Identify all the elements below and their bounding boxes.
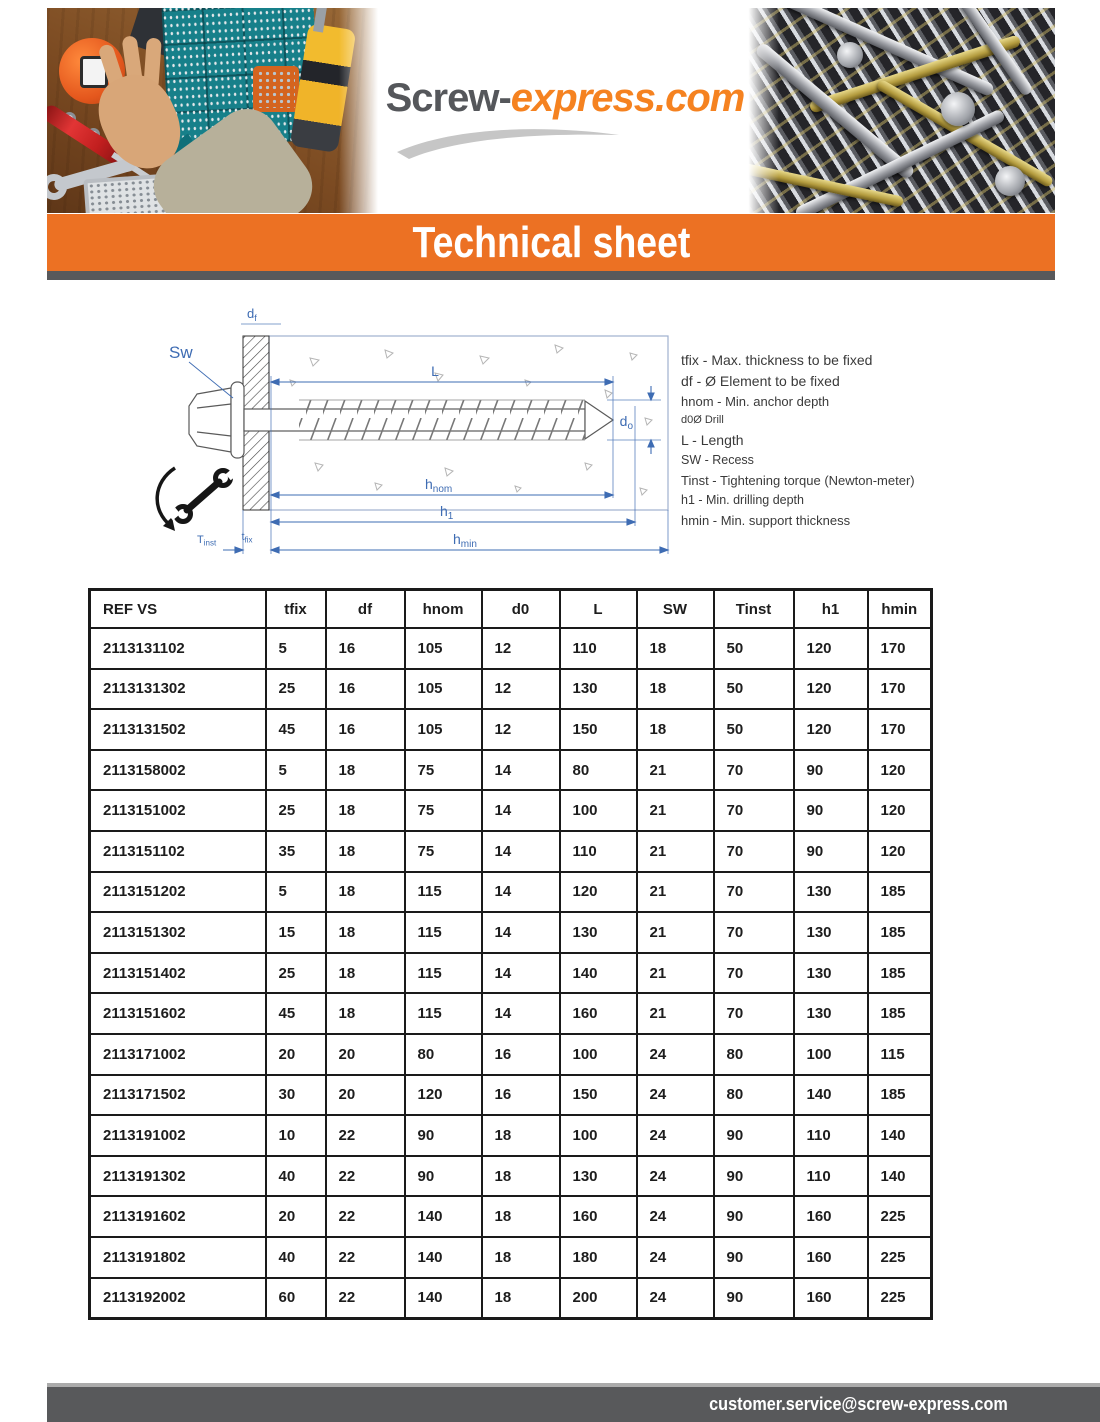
label-tinst: $T_{inst}$ xyxy=(197,534,217,548)
ref-cell: 2113171002 xyxy=(90,1034,266,1075)
table-row xyxy=(90,1278,932,1319)
value-cell: 120 xyxy=(868,831,932,872)
value-cell: 14 xyxy=(482,790,560,831)
value-cell: 16 xyxy=(326,628,405,669)
diagram-legend xyxy=(681,352,981,533)
value-cell: 90 xyxy=(794,750,868,791)
ref-cell: 2113191602 xyxy=(90,1196,266,1237)
value-cell: 130 xyxy=(794,953,868,994)
label-df: $d_f$ xyxy=(247,306,257,323)
customer-service-email: customer.service@screw-express.com xyxy=(709,1394,1008,1414)
legend-tinst: Tinst - Tightening torque (Newton-meter) xyxy=(681,473,915,488)
value-cell: 22 xyxy=(326,1156,405,1197)
value-cell: 16 xyxy=(482,1034,560,1075)
value-cell: 110 xyxy=(560,628,637,669)
value-cell: 120 xyxy=(868,790,932,831)
value-cell: 18 xyxy=(326,872,405,913)
value-cell: 16 xyxy=(326,669,405,710)
column-header-l: L xyxy=(560,590,637,629)
torque-wrench-icon xyxy=(157,468,238,531)
value-cell: 120 xyxy=(405,1075,482,1116)
column-header-hmin: hmin xyxy=(868,590,932,629)
value-cell: 70 xyxy=(714,912,794,953)
value-cell: 18 xyxy=(326,953,405,994)
value-cell: 160 xyxy=(794,1278,868,1319)
spec-table xyxy=(88,588,933,1320)
value-cell: 160 xyxy=(560,1196,637,1237)
value-cell: 80 xyxy=(405,1034,482,1075)
value-cell: 50 xyxy=(714,669,794,710)
ref-cell: 2113192002 xyxy=(90,1278,266,1319)
workbench-photo xyxy=(47,8,385,213)
table-header-row xyxy=(90,590,932,629)
column-header-ref-vs: REF VS xyxy=(90,590,266,629)
value-cell: 120 xyxy=(560,872,637,913)
column-header-d0: d0 xyxy=(482,590,560,629)
table-row xyxy=(90,993,932,1034)
value-cell: 14 xyxy=(482,831,560,872)
value-cell: 14 xyxy=(482,993,560,1034)
value-cell: 20 xyxy=(326,1034,405,1075)
value-cell: 105 xyxy=(405,709,482,750)
logo-prefix: Screw- xyxy=(385,76,511,120)
value-cell: 18 xyxy=(482,1196,560,1237)
ref-cell: 2113151302 xyxy=(90,912,266,953)
value-cell: 60 xyxy=(266,1278,326,1319)
value-cell: 140 xyxy=(560,953,637,994)
value-cell: 160 xyxy=(560,993,637,1034)
value-cell: 14 xyxy=(482,750,560,791)
label-l: L xyxy=(431,363,439,379)
label-hmin: $h_{min}$ xyxy=(453,531,477,550)
value-cell: 130 xyxy=(794,993,868,1034)
value-cell: 30 xyxy=(266,1075,326,1116)
ref-cell: 2113151202 xyxy=(90,872,266,913)
value-cell: 18 xyxy=(326,912,405,953)
value-cell: 5 xyxy=(266,628,326,669)
value-cell: 100 xyxy=(560,1115,637,1156)
value-cell: 170 xyxy=(868,709,932,750)
value-cell: 25 xyxy=(266,953,326,994)
value-cell: 18 xyxy=(637,709,714,750)
logo-swoosh-icon xyxy=(387,122,627,160)
value-cell: 10 xyxy=(266,1115,326,1156)
banner-shadow xyxy=(47,271,1055,280)
table-row xyxy=(90,790,932,831)
value-cell: 115 xyxy=(405,912,482,953)
value-cell: 100 xyxy=(560,790,637,831)
value-cell: 16 xyxy=(482,1075,560,1116)
legend-df: df - Ø Element to be fixed xyxy=(681,373,840,389)
value-cell: 90 xyxy=(714,1156,794,1197)
value-cell: 130 xyxy=(794,912,868,953)
value-cell: 5 xyxy=(266,872,326,913)
value-cell: 140 xyxy=(405,1196,482,1237)
value-cell: 75 xyxy=(405,790,482,831)
value-cell: 105 xyxy=(405,628,482,669)
value-cell: 110 xyxy=(794,1156,868,1197)
value-cell: 14 xyxy=(482,953,560,994)
value-cell: 115 xyxy=(405,872,482,913)
value-cell: 18 xyxy=(482,1115,560,1156)
ref-cell: 2113191802 xyxy=(90,1237,266,1278)
value-cell: 70 xyxy=(714,790,794,831)
value-cell: 24 xyxy=(637,1278,714,1319)
value-cell: 130 xyxy=(560,912,637,953)
value-cell: 12 xyxy=(482,709,560,750)
value-cell: 185 xyxy=(868,912,932,953)
value-cell: 115 xyxy=(868,1034,932,1075)
value-cell: 18 xyxy=(637,669,714,710)
value-cell: 24 xyxy=(637,1115,714,1156)
value-cell: 160 xyxy=(794,1196,868,1237)
legend-tfix: tfix - Max. thickness to be fixed xyxy=(681,352,873,368)
value-cell: 18 xyxy=(482,1156,560,1197)
value-cell: 18 xyxy=(326,831,405,872)
table-row xyxy=(90,1034,932,1075)
value-cell: 70 xyxy=(714,872,794,913)
value-cell: 185 xyxy=(868,1075,932,1116)
table-row xyxy=(90,1196,932,1237)
value-cell: 40 xyxy=(266,1237,326,1278)
value-cell: 20 xyxy=(266,1034,326,1075)
value-cell: 24 xyxy=(637,1196,714,1237)
value-cell: 21 xyxy=(637,912,714,953)
technical-sheet-banner xyxy=(47,214,1055,271)
value-cell: 18 xyxy=(326,750,405,791)
value-cell: 130 xyxy=(560,1156,637,1197)
value-cell: 5 xyxy=(266,750,326,791)
value-cell: 185 xyxy=(868,993,932,1034)
table-row xyxy=(90,1156,932,1197)
spec-table-head xyxy=(90,590,932,629)
value-cell: 18 xyxy=(326,790,405,831)
table-row xyxy=(90,1115,932,1156)
value-cell: 21 xyxy=(637,993,714,1034)
value-cell: 90 xyxy=(405,1115,482,1156)
table-row xyxy=(90,872,932,913)
table-row xyxy=(90,1237,932,1278)
label-h1: $h_1$ xyxy=(440,503,454,522)
legend-h1: h1 - Min. drilling depth xyxy=(681,493,804,507)
column-header-sw: SW xyxy=(637,590,714,629)
value-cell: 70 xyxy=(714,993,794,1034)
value-cell: 16 xyxy=(326,709,405,750)
ref-cell: 2113158002 xyxy=(90,750,266,791)
value-cell: 225 xyxy=(868,1237,932,1278)
value-cell: 130 xyxy=(560,669,637,710)
value-cell: 45 xyxy=(266,993,326,1034)
value-cell: 105 xyxy=(405,669,482,710)
value-cell: 24 xyxy=(637,1237,714,1278)
value-cell: 140 xyxy=(868,1156,932,1197)
table-row xyxy=(90,912,932,953)
spec-table-body xyxy=(90,628,932,1319)
value-cell: 110 xyxy=(794,1115,868,1156)
legend-l: L - Length xyxy=(681,432,744,448)
value-cell: 20 xyxy=(326,1075,405,1116)
value-cell: 200 xyxy=(560,1278,637,1319)
table-row xyxy=(90,750,932,791)
ref-cell: 2113131502 xyxy=(90,709,266,750)
value-cell: 20 xyxy=(266,1196,326,1237)
value-cell: 80 xyxy=(714,1075,794,1116)
diagram-section xyxy=(85,298,1015,585)
value-cell: 21 xyxy=(637,790,714,831)
label-tfix: $t_{fix}$ xyxy=(241,531,253,545)
value-cell: 140 xyxy=(794,1075,868,1116)
ref-cell: 2113191002 xyxy=(90,1115,266,1156)
table-row xyxy=(90,1075,932,1116)
ref-cell: 2113151402 xyxy=(90,953,266,994)
value-cell: 110 xyxy=(560,831,637,872)
table-row xyxy=(90,953,932,994)
value-cell: 90 xyxy=(794,831,868,872)
ref-cell: 2113131302 xyxy=(90,669,266,710)
value-cell: 24 xyxy=(637,1156,714,1197)
column-header-df: df xyxy=(326,590,405,629)
table-row xyxy=(90,831,932,872)
column-header-tfix: tfix xyxy=(266,590,326,629)
value-cell: 90 xyxy=(714,1278,794,1319)
value-cell: 120 xyxy=(794,669,868,710)
small-parts-box xyxy=(253,66,299,112)
ref-cell: 2113151602 xyxy=(90,993,266,1034)
value-cell: 160 xyxy=(794,1237,868,1278)
value-cell: 50 xyxy=(714,709,794,750)
ref-cell: 2113191302 xyxy=(90,1156,266,1197)
value-cell: 21 xyxy=(637,953,714,994)
value-cell: 115 xyxy=(405,993,482,1034)
legend-hmin: hmin - Min. support thickness xyxy=(681,513,851,528)
value-cell: 22 xyxy=(326,1196,405,1237)
value-cell: 100 xyxy=(560,1034,637,1075)
value-cell: 140 xyxy=(868,1115,932,1156)
site-logo xyxy=(385,76,745,168)
value-cell: 140 xyxy=(405,1237,482,1278)
table-row xyxy=(90,709,932,750)
value-cell: 170 xyxy=(868,669,932,710)
value-cell: 70 xyxy=(714,750,794,791)
value-cell: 90 xyxy=(714,1237,794,1278)
thread xyxy=(299,400,585,440)
value-cell: 21 xyxy=(637,831,714,872)
legend-d0: d0Ø Drill xyxy=(681,414,724,426)
value-cell: 25 xyxy=(266,669,326,710)
logo-suffix: express.com xyxy=(510,76,745,120)
value-cell: 120 xyxy=(794,628,868,669)
value-cell: 90 xyxy=(714,1196,794,1237)
table-row xyxy=(90,669,932,710)
value-cell: 115 xyxy=(405,953,482,994)
value-cell: 70 xyxy=(714,953,794,994)
value-cell: 25 xyxy=(266,790,326,831)
value-cell: 22 xyxy=(326,1237,405,1278)
value-cell: 90 xyxy=(714,1115,794,1156)
value-cell: 185 xyxy=(868,953,932,994)
value-cell: 45 xyxy=(266,709,326,750)
value-cell: 35 xyxy=(266,831,326,872)
value-cell: 22 xyxy=(326,1278,405,1319)
table-row xyxy=(90,628,932,669)
column-header-hnom: hnom xyxy=(405,590,482,629)
value-cell: 24 xyxy=(637,1034,714,1075)
column-header-tinst: Tinst xyxy=(714,590,794,629)
column-header-h1: h1 xyxy=(794,590,868,629)
value-cell: 140 xyxy=(405,1278,482,1319)
value-cell: 75 xyxy=(405,831,482,872)
value-cell: 150 xyxy=(560,1075,637,1116)
value-cell: 15 xyxy=(266,912,326,953)
value-cell: 14 xyxy=(482,912,560,953)
anchor-diagram xyxy=(85,298,685,585)
value-cell: 22 xyxy=(326,1115,405,1156)
value-cell: 12 xyxy=(482,669,560,710)
value-cell: 225 xyxy=(868,1278,932,1319)
value-cell: 18 xyxy=(482,1237,560,1278)
value-cell: 18 xyxy=(482,1278,560,1319)
value-cell: 40 xyxy=(266,1156,326,1197)
value-cell: 90 xyxy=(405,1156,482,1197)
value-cell: 170 xyxy=(868,628,932,669)
value-cell: 50 xyxy=(714,628,794,669)
value-cell: 75 xyxy=(405,750,482,791)
value-cell: 120 xyxy=(868,750,932,791)
value-cell: 80 xyxy=(714,1034,794,1075)
value-cell: 21 xyxy=(637,872,714,913)
label-hnom: $h_{nom}$ xyxy=(425,476,453,495)
legend-hnom: hnom - Min. anchor depth xyxy=(681,394,830,409)
value-cell: 12 xyxy=(482,628,560,669)
label-d0: $d_o$ xyxy=(619,413,633,432)
value-cell: 18 xyxy=(326,993,405,1034)
screws-pile-photo xyxy=(745,8,1055,213)
value-cell: 180 xyxy=(560,1237,637,1278)
value-cell: 18 xyxy=(637,628,714,669)
legend-sw: SW - Recess xyxy=(681,453,754,467)
value-cell: 90 xyxy=(794,790,868,831)
value-cell: 80 xyxy=(560,750,637,791)
ref-cell: 2113131102 xyxy=(90,628,266,669)
value-cell: 14 xyxy=(482,872,560,913)
ref-cell: 2113171502 xyxy=(90,1075,266,1116)
ref-cell: 2113151002 xyxy=(90,790,266,831)
value-cell: 130 xyxy=(794,872,868,913)
page-title: Technical sheet xyxy=(412,217,690,267)
value-cell: 225 xyxy=(868,1196,932,1237)
value-cell: 70 xyxy=(714,831,794,872)
label-sw: Sw xyxy=(169,343,193,362)
footer-bar xyxy=(47,1387,1100,1422)
value-cell: 21 xyxy=(637,750,714,791)
ref-cell: 2113151102 xyxy=(90,831,266,872)
value-cell: 120 xyxy=(794,709,868,750)
value-cell: 150 xyxy=(560,709,637,750)
value-cell: 24 xyxy=(637,1075,714,1116)
value-cell: 185 xyxy=(868,872,932,913)
value-cell: 100 xyxy=(794,1034,868,1075)
